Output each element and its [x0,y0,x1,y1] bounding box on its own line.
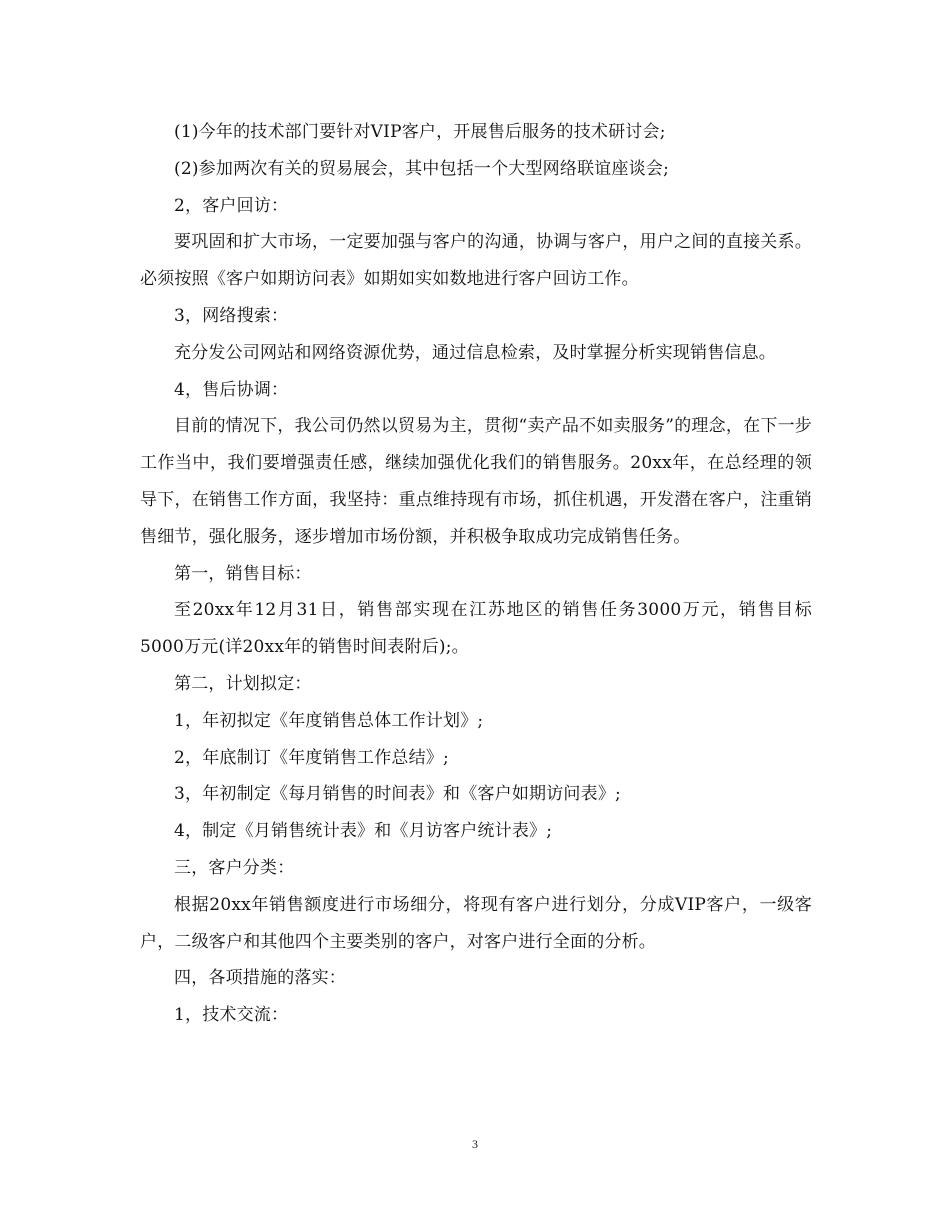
paragraph-item-2-trade-fair: (2)参加两次有关的贸易展会，其中包括一个大型网络联谊座谈会; [174,158,670,179]
paragraph-after-sales: 目前的情况下，我公司仍然以贸易为主，贯彻“卖产品不如卖服务”的理念，在下一步工作当中，我们要增强责任感，继续加强优化我们的销售服务。20xx年，在总经理的领导下，在销售工作方面，我坚持：重点维持现有市场，抓住机遇，开发潜在客户，注重销售细节，强化服务，逐步增加市场份额，并积极争取成功完成销售任务。 [140,416,812,547]
heading-network-search: 3，网络搜索： [174,305,289,326]
list-item-annual-summary: 2，年底制订《年度销售工作总结》; [174,747,449,768]
page-number: 3 [472,1137,478,1151]
heading-technical-exchange: 1，技术交流： [174,1005,289,1026]
list-item-monthly-statistics: 4，制定《月销售统计表》和《月访客户统计表》; [174,821,553,842]
paragraph-network-search: 充分发公司网站和网络资源优势，通过信息检索，及时掌握分析实现销售信息。 [174,342,776,363]
heading-customer-classification: 三，客户分类： [174,857,295,878]
paragraph-item-1-tech-seminar: (1)今年的技术部门要针对VIP客户，开展售后服务的技术研讨会; [174,122,666,142]
heading-measures-implementation: 四，各项措施的落实： [174,968,346,989]
heading-sales-target: 第一，销售目标： [174,563,312,584]
heading-customer-revisit: 2，客户回访： [174,195,289,216]
heading-plan-drafting: 第二，计划拟定： [174,673,312,694]
paragraph-sales-target: 至20xx年12月31日，销售部实现在江苏地区的销售任务3000万元，销售目标5000万元(详20xx年的销售时间表附后);。 [140,600,812,658]
heading-after-sales: 4，售后协调： [174,379,289,400]
list-item-monthly-schedule: 3，年初制定《每月销售的时间表》和《客户如期访问表》; [174,784,621,805]
paragraph-customer-classification: 根据20xx年销售额度进行市场细分，将现有客户进行划分，分成VIP客户，一级客户，二级客户和其他四个主要类别的客户，对客户进行全面的分析。 [140,894,812,952]
document-body [140,114,812,1034]
paragraph-customer-revisit: 要巩固和扩大市场，一定要加强与客户的沟通，协调与客户，用户之间的直接关系。必须按照《客户如期访问表》如期如实如数地进行客户回访工作。 [140,232,812,290]
list-item-annual-plan: 1，年初拟定《年度销售总体工作计划》; [174,710,484,731]
